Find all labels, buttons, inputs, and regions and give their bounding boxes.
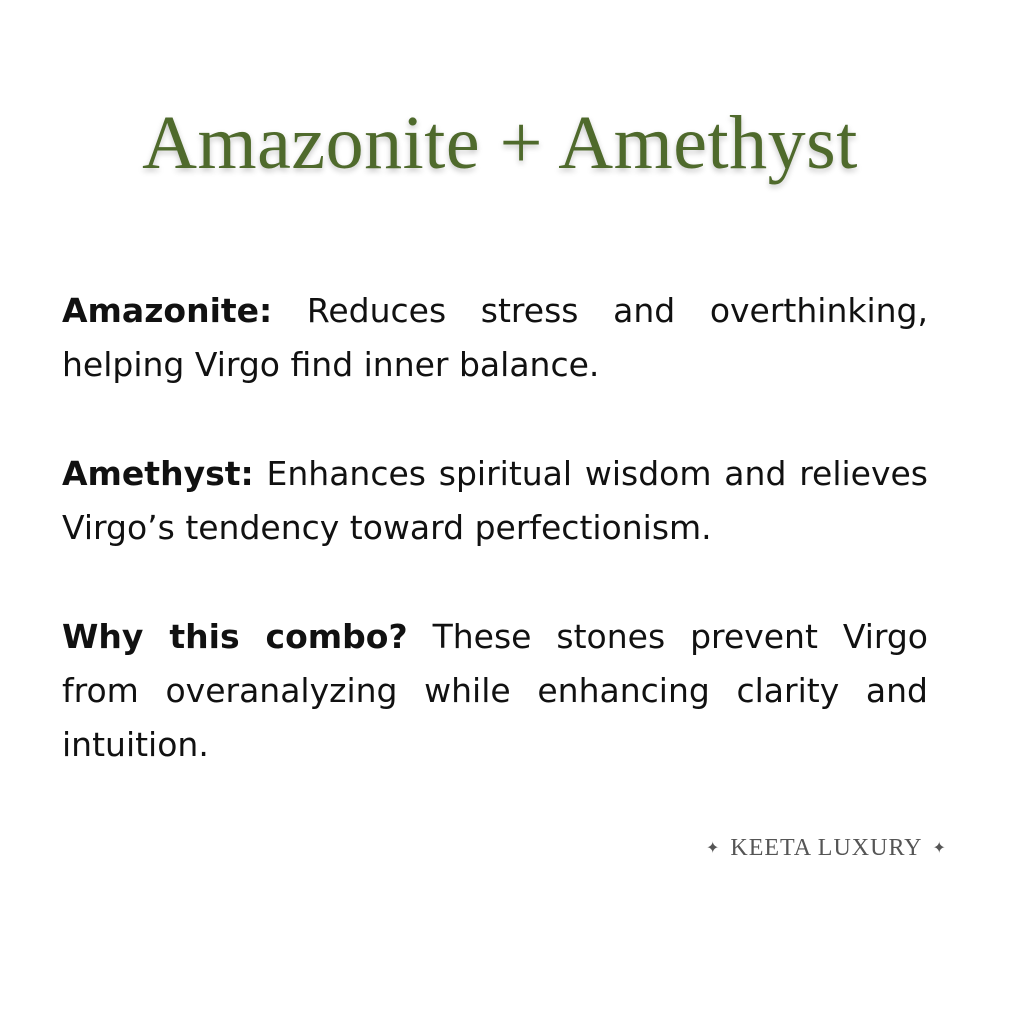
- brand-signature: [706, 832, 947, 864]
- sparkle-icon: ✦: [706, 838, 721, 857]
- paragraph-label: Amethyst:: [62, 454, 254, 493]
- paragraph-text: These stones prevent Virgo from overanalyzing while enhancing clarity and intuition.: [62, 617, 928, 764]
- sparkle-icon: ✦: [932, 838, 947, 857]
- content: [62, 284, 928, 827]
- paragraph-label: Why this combo?: [62, 617, 408, 656]
- brand-name: KEETA LUXURY: [730, 835, 923, 861]
- paragraph-amethyst: [62, 447, 928, 555]
- paragraph-text: Enhances spiritual wisdom and relieves Virgo’s tendency toward perfectionism.: [62, 454, 928, 547]
- paragraph-text: Reduces stress and overthinking, helping Virgo find inner balance.: [62, 291, 928, 384]
- page-title: Amazonite + Amethyst: [142, 101, 858, 185]
- paragraph-amazonite: [62, 284, 928, 392]
- paragraph-why-combo: [62, 610, 928, 772]
- paragraph-label: Amazonite:: [62, 291, 273, 330]
